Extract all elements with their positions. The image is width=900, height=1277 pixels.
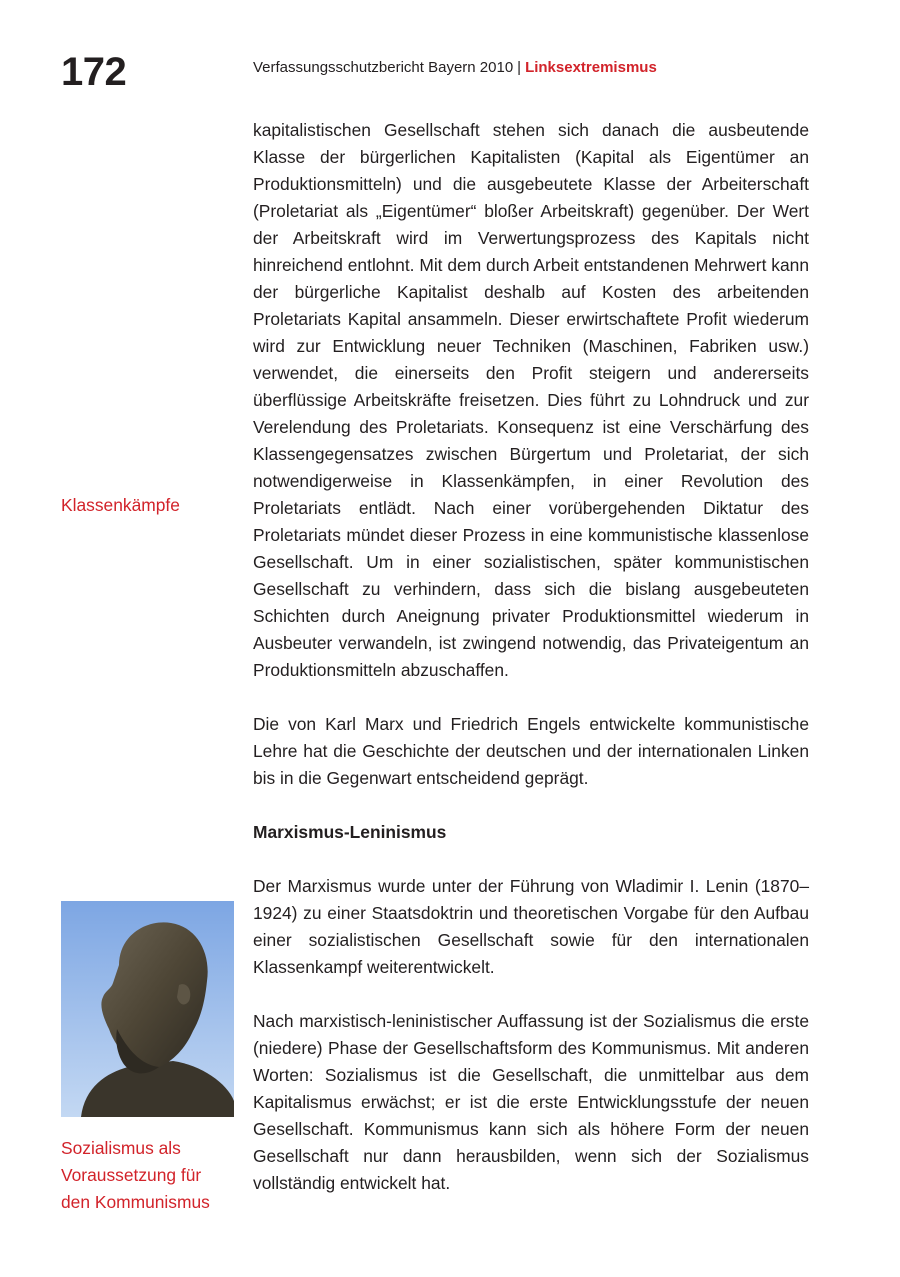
margin-note-class-struggle: Klassenkämpfe [61, 495, 180, 515]
section-title: Linksextremismus [525, 59, 657, 76]
running-header [253, 59, 657, 77]
body-paragraph: kapitalistischen Gesellschaft stehen sich danach die ausbeutende Klasse der bürgerlichen Kapitalisten (Kapital als Eigentümer an Produktionsmitteln) und die ausgebeutete Klasse der Arbeiterschaft (Proletariat als „Eigentümer“ bloßer Arbeitskraft) gegenüber. Der Wert der Arbeitskraft wird im Verwertungsprozess des Kapitals nicht hinreichend entlohnt. Mit dem durch Arbeit entstandenen Mehrwert kann der bürgerliche Kapitalist deshalb auf Kosten des arbeitenden Proletariats Kapital ansammeln. Dieser erwirtschaftete Profit wiederum wird zur Entwicklung neuer Techniken (Maschinen, Fabriken usw.) verwendet, die einerseits den Profit steigern und andererseits überflüssige Arbeitskräfte freisetzen. Dies führt zu Lohndruck und zur Verelendung des Proletariats. Konsequenz ist eine Verschärfung des Klassengegensatzes zwischen Bürgertum und Proletariat, der sich notwendigerweise in Klassenkämpfen, in einer Revolution des Proletariats entlädt. Nach einer vorübergehenden Diktatur des Proletariats mündet dieser Prozess in eine kommunistische klassenlose Gesellschaft. Um in einer sozialistischen, später kommunistischen Gesellschaft zu verhindern, dass sich die bislang ausgebeuteten Schichten durch Aneignung privater Produktionsmittel wiederum in Ausbeuter verwandeln, ist zwingend notwendig, das Privateigentum an Produktionsmitteln abzuschaffen. [253, 120, 809, 680]
page-number: 172 [61, 50, 127, 94]
body-paragraph: Nach marxistisch-leninistischer Auffassung ist der Sozialismus die erste (niedere) Phase der Gesellschaftsform des Kommunismus. Mit anderen Worten: Sozialismus ist die Gesellschaft, die unmittelbar aus dem Kapitalismus erwächst; er ist die erste Entwicklungsstufe der neuen Gesellschaft. Kommunismus kann sich als höhere Form der neuen Gesellschaft nur dann herausbilden, wenn sich der Sozialismus vollständig entwickelt hat. [253, 1011, 809, 1193]
publication-title: Verfassungsschutzbericht Bayern 2010 [253, 59, 514, 76]
lenin-bust-photo [61, 901, 234, 1117]
body-paragraph: Der Marxismus wurde unter der Führung von Wladimir I. Lenin (1870–1924) zu einer Staatsdoktrin und theoretischen Vorgabe für den Aufbau einer sozialistischen Gesellschaft sowie für den internationalen Klassenkampf weiterentwickelt. [253, 876, 809, 977]
main-text-column [253, 117, 809, 1197]
margin-note-line: Voraussetzung für [61, 1165, 202, 1185]
margin-note-socialism [61, 1135, 241, 1216]
header-separator: | [517, 59, 522, 76]
margin-note-line: Sozialismus als [61, 1138, 181, 1158]
margin-note-line: den Kommunismus [61, 1192, 210, 1212]
section-heading: Marxismus-Leninismus [253, 822, 447, 842]
body-paragraph: Die von Karl Marx und Friedrich Engels entwickelte kommunistische Lehre hat die Geschichte der deutschen und der internationalen Linken bis in die Gegenwart entscheidend geprägt. [253, 714, 809, 788]
